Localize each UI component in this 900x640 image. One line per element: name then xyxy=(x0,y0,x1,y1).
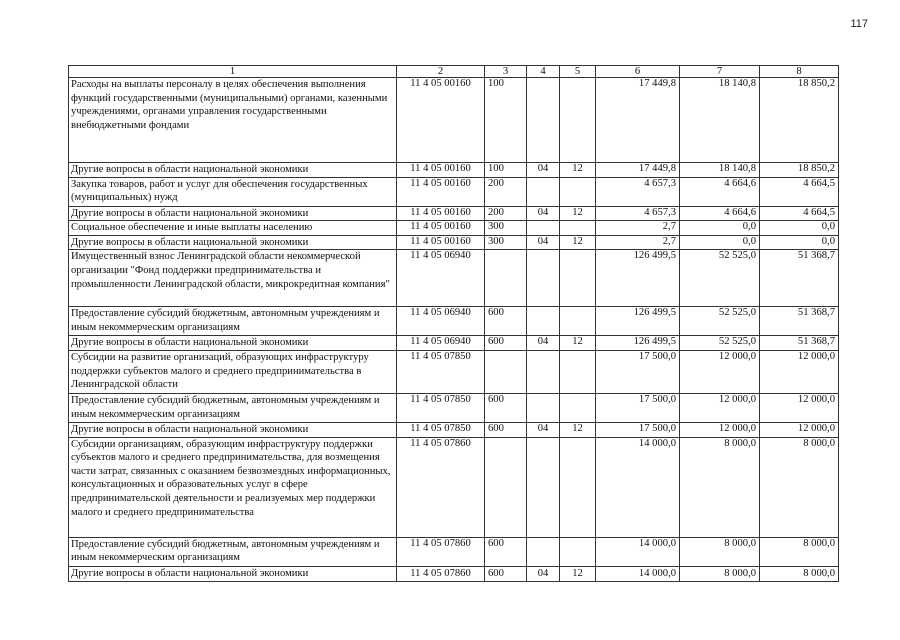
table-row xyxy=(69,78,839,163)
amount-year1-cell: 17 500,0 xyxy=(596,422,680,437)
expense-type-cell: 600 xyxy=(485,566,527,581)
amount-year1-cell: 126 499,5 xyxy=(596,336,680,351)
row-name-cell: Субсидии на развитие организаций, образующих инфраструктуру поддержки субъектов малого и среднего предпринимательства в Ленинградской области xyxy=(69,350,397,393)
amount-year2-cell: 4 664,6 xyxy=(680,177,760,206)
subsection-cell xyxy=(560,177,596,206)
section-cell: 04 xyxy=(527,235,560,250)
target-code-cell: 11 4 05 00160 xyxy=(397,163,485,178)
target-code-cell: 11 4 05 07850 xyxy=(397,350,485,393)
table-row xyxy=(69,393,839,422)
amount-year3-cell: 51 368,7 xyxy=(760,250,839,307)
target-code-cell: 11 4 05 00160 xyxy=(397,206,485,221)
subsection-cell xyxy=(560,250,596,307)
row-name-cell: Другие вопросы в области национальной экономики xyxy=(69,206,397,221)
amount-year3-cell: 8 000,0 xyxy=(760,537,839,566)
subsection-cell: 12 xyxy=(560,206,596,221)
row-name-cell: Предоставление субсидий бюджетным, автономным учреждениям и иным некоммерческим организациям xyxy=(69,393,397,422)
amount-year2-cell: 8 000,0 xyxy=(680,566,760,581)
target-code-cell: 11 4 05 07860 xyxy=(397,437,485,537)
row-name-cell: Предоставление субсидий бюджетным, автономным учреждениям и иным некоммерческим организациям xyxy=(69,537,397,566)
table-row xyxy=(69,250,839,307)
target-code-cell: 11 4 05 06940 xyxy=(397,307,485,336)
table-row xyxy=(69,163,839,178)
target-code-cell: 11 4 05 07850 xyxy=(397,393,485,422)
amount-year1-cell: 17 449,8 xyxy=(596,78,680,163)
section-cell xyxy=(527,78,560,163)
table-row xyxy=(69,350,839,393)
target-code-cell: 11 4 05 06940 xyxy=(397,250,485,307)
target-code-cell: 11 4 05 00160 xyxy=(397,78,485,163)
amount-year1-cell: 126 499,5 xyxy=(596,307,680,336)
expense-type-cell: 600 xyxy=(485,336,527,351)
section-cell xyxy=(527,221,560,236)
section-cell xyxy=(527,350,560,393)
subsection-cell: 12 xyxy=(560,163,596,178)
amount-year1-cell: 17 449,8 xyxy=(596,163,680,178)
row-name-cell: Закупка товаров, работ и услуг для обеспечения государственных (муниципальных) нужд xyxy=(69,177,397,206)
row-name-cell: Предоставление субсидий бюджетным, автономным учреждениям и иным некоммерческим организациям xyxy=(69,307,397,336)
subsection-cell xyxy=(560,437,596,537)
expense-type-cell xyxy=(485,250,527,307)
amount-year1-cell: 4 657,3 xyxy=(596,177,680,206)
amount-year2-cell: 18 140,8 xyxy=(680,163,760,178)
section-cell: 04 xyxy=(527,336,560,351)
budget-table xyxy=(68,65,839,582)
row-name-cell: Другие вопросы в области национальной экономики xyxy=(69,235,397,250)
expense-type-cell: 300 xyxy=(485,235,527,250)
section-cell xyxy=(527,177,560,206)
amount-year1-cell: 14 000,0 xyxy=(596,566,680,581)
table-row xyxy=(69,336,839,351)
column-header: 7 xyxy=(680,66,760,78)
section-cell xyxy=(527,307,560,336)
column-header: 3 xyxy=(485,66,527,78)
amount-year2-cell: 0,0 xyxy=(680,221,760,236)
subsection-cell: 12 xyxy=(560,422,596,437)
amount-year3-cell: 4 664,5 xyxy=(760,177,839,206)
amount-year1-cell: 126 499,5 xyxy=(596,250,680,307)
table-row xyxy=(69,566,839,581)
expense-type-cell: 100 xyxy=(485,163,527,178)
amount-year1-cell: 4 657,3 xyxy=(596,206,680,221)
expense-type-cell: 600 xyxy=(485,422,527,437)
amount-year2-cell: 8 000,0 xyxy=(680,537,760,566)
subsection-cell xyxy=(560,221,596,236)
amount-year2-cell: 52 525,0 xyxy=(680,336,760,351)
expense-type-cell: 600 xyxy=(485,307,527,336)
table-row xyxy=(69,437,839,537)
table-header-row xyxy=(69,66,839,78)
column-header: 1 xyxy=(69,66,397,78)
table-row xyxy=(69,177,839,206)
column-header: 4 xyxy=(527,66,560,78)
section-cell xyxy=(527,437,560,537)
row-name-cell: Расходы на выплаты персоналу в целях обеспечения выполнения функций государственными (муниципальными) органами, казенными учреждениями, органами управления государственными внебюджетными фондами xyxy=(69,78,397,163)
amount-year2-cell: 8 000,0 xyxy=(680,437,760,537)
target-code-cell: 11 4 05 07850 xyxy=(397,422,485,437)
amount-year2-cell: 12 000,0 xyxy=(680,393,760,422)
table-row xyxy=(69,221,839,236)
amount-year2-cell: 12 000,0 xyxy=(680,422,760,437)
row-name-cell: Социальное обеспечение и иные выплаты населению xyxy=(69,221,397,236)
amount-year3-cell: 51 368,7 xyxy=(760,336,839,351)
row-name-cell: Субсидии организациям, образующим инфраструктуру поддержки субъектов малого и среднего предпринимательства, для возмещения части затрат, связанных с оказанием безвозмездных информационных, консультационных и образовательных услуг в сфере предпринимательской деятельности и реализуемых мер поддержки малого и среднего предпринимательства xyxy=(69,437,397,537)
amount-year1-cell: 17 500,0 xyxy=(596,393,680,422)
amount-year2-cell: 12 000,0 xyxy=(680,350,760,393)
target-code-cell: 11 4 05 00160 xyxy=(397,177,485,206)
amount-year2-cell: 4 664,6 xyxy=(680,206,760,221)
section-cell xyxy=(527,537,560,566)
subsection-cell: 12 xyxy=(560,235,596,250)
target-code-cell: 11 4 05 00160 xyxy=(397,235,485,250)
section-cell xyxy=(527,393,560,422)
page-number: 117 xyxy=(850,18,868,30)
amount-year1-cell: 2,7 xyxy=(596,221,680,236)
amount-year1-cell: 14 000,0 xyxy=(596,437,680,537)
table-row xyxy=(69,537,839,566)
amount-year3-cell: 18 850,2 xyxy=(760,163,839,178)
target-code-cell: 11 4 05 07860 xyxy=(397,566,485,581)
subsection-cell xyxy=(560,350,596,393)
column-header: 8 xyxy=(760,66,839,78)
table-row xyxy=(69,235,839,250)
target-code-cell: 11 4 05 06940 xyxy=(397,336,485,351)
amount-year1-cell: 14 000,0 xyxy=(596,537,680,566)
expense-type-cell: 200 xyxy=(485,177,527,206)
expense-type-cell: 300 xyxy=(485,221,527,236)
amount-year3-cell: 0,0 xyxy=(760,235,839,250)
row-name-cell: Другие вопросы в области национальной экономики xyxy=(69,336,397,351)
section-cell: 04 xyxy=(527,422,560,437)
expense-type-cell xyxy=(485,350,527,393)
amount-year3-cell: 0,0 xyxy=(760,221,839,236)
amount-year3-cell: 18 850,2 xyxy=(760,78,839,163)
table-row xyxy=(69,422,839,437)
row-name-cell: Другие вопросы в области национальной экономики xyxy=(69,163,397,178)
column-header: 5 xyxy=(560,66,596,78)
subsection-cell xyxy=(560,537,596,566)
row-name-cell: Имущественный взнос Ленинградской области некоммерческой организации "Фонд поддержки предпринимательства и промышленности Ленинградской области, микрокредитная компания" xyxy=(69,250,397,307)
expense-type-cell xyxy=(485,437,527,537)
amount-year3-cell: 12 000,0 xyxy=(760,393,839,422)
section-cell: 04 xyxy=(527,206,560,221)
amount-year3-cell: 4 664,5 xyxy=(760,206,839,221)
row-name-cell: Другие вопросы в области национальной экономики xyxy=(69,566,397,581)
subsection-cell xyxy=(560,78,596,163)
column-header: 6 xyxy=(596,66,680,78)
section-cell: 04 xyxy=(527,163,560,178)
amount-year1-cell: 2,7 xyxy=(596,235,680,250)
subsection-cell: 12 xyxy=(560,336,596,351)
amount-year1-cell: 17 500,0 xyxy=(596,350,680,393)
target-code-cell: 11 4 05 00160 xyxy=(397,221,485,236)
subsection-cell xyxy=(560,393,596,422)
subsection-cell: 12 xyxy=(560,566,596,581)
row-name-cell: Другие вопросы в области национальной экономики xyxy=(69,422,397,437)
amount-year3-cell: 8 000,0 xyxy=(760,566,839,581)
amount-year3-cell: 8 000,0 xyxy=(760,437,839,537)
table-row xyxy=(69,307,839,336)
section-cell xyxy=(527,250,560,307)
amount-year2-cell: 52 525,0 xyxy=(680,250,760,307)
amount-year3-cell: 51 368,7 xyxy=(760,307,839,336)
amount-year2-cell: 52 525,0 xyxy=(680,307,760,336)
subsection-cell xyxy=(560,307,596,336)
section-cell: 04 xyxy=(527,566,560,581)
column-header: 2 xyxy=(397,66,485,78)
target-code-cell: 11 4 05 07860 xyxy=(397,537,485,566)
amount-year3-cell: 12 000,0 xyxy=(760,422,839,437)
expense-type-cell: 600 xyxy=(485,537,527,566)
amount-year3-cell: 12 000,0 xyxy=(760,350,839,393)
expense-type-cell: 600 xyxy=(485,393,527,422)
expense-type-cell: 100 xyxy=(485,78,527,163)
amount-year2-cell: 18 140,8 xyxy=(680,78,760,163)
table-row xyxy=(69,206,839,221)
expense-type-cell: 200 xyxy=(485,206,527,221)
amount-year2-cell: 0,0 xyxy=(680,235,760,250)
